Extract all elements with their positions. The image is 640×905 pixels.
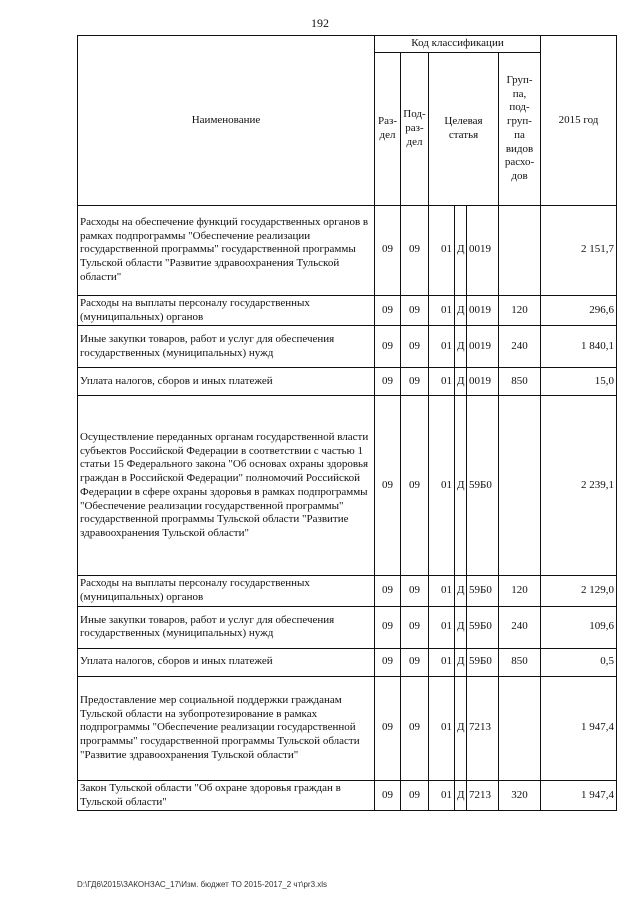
cell-group: 850	[499, 368, 541, 396]
cell-podrazdel: 09	[401, 780, 429, 811]
header-name: Наименование	[78, 36, 375, 206]
cell-target-program: 01	[429, 205, 455, 295]
cell-amount: 2 129,0	[541, 576, 617, 607]
cell-razdel: 09	[375, 780, 401, 811]
table-row	[78, 648, 617, 676]
cell-amount: 2 239,1	[541, 396, 617, 576]
cell-razdel: 09	[375, 648, 401, 676]
cell-target-subprogram: Д	[455, 205, 467, 295]
cell-target-subprogram: Д	[455, 326, 467, 368]
cell-target-direction: 0019	[467, 205, 499, 295]
cell-target-program: 01	[429, 326, 455, 368]
cell-podrazdel: 09	[401, 576, 429, 607]
cell-name: Иные закупки товаров, работ и услуг для обеспечения государственных (муниципальных) нужд	[78, 606, 375, 648]
table-row	[78, 576, 617, 607]
cell-razdel: 09	[375, 205, 401, 295]
cell-name: Уплата налогов, сборов и иных платежей	[78, 648, 375, 676]
cell-podrazdel: 09	[401, 676, 429, 780]
table-row	[78, 396, 617, 576]
page-number: 192	[311, 16, 329, 30]
cell-target-program: 01	[429, 606, 455, 648]
cell-target-subprogram: Д	[455, 576, 467, 607]
cell-target-program: 01	[429, 368, 455, 396]
cell-podrazdel: 09	[401, 295, 429, 326]
cell-podrazdel: 09	[401, 396, 429, 576]
cell-amount: 1 947,4	[541, 676, 617, 780]
header-group: Груп- па, под- груп- па видов расхо- дов	[499, 52, 541, 205]
cell-amount: 2 151,7	[541, 205, 617, 295]
cell-group: 120	[499, 295, 541, 326]
header-code-group: Код классификации	[375, 36, 541, 53]
cell-podrazdel: 09	[401, 326, 429, 368]
cell-name: Иные закупки товаров, работ и услуг для обеспечения государственных (муниципальных) нужд	[78, 326, 375, 368]
cell-target-subprogram: Д	[455, 606, 467, 648]
cell-group	[499, 205, 541, 295]
table-row	[78, 295, 617, 326]
cell-name: Закон Тульской области "Об охране здоровья граждан в Тульской области"	[78, 780, 375, 811]
table-row	[78, 326, 617, 368]
cell-name: Расходы на обеспечение функций государственных органов в рамках подпрограммы "Обеспечение реализации государственной программы" государственной программы Тульской области "Развитие здравоохранения Тульской области"	[78, 205, 375, 295]
cell-target-subprogram: Д	[455, 648, 467, 676]
cell-group: 120	[499, 576, 541, 607]
cell-target-program: 01	[429, 576, 455, 607]
cell-group	[499, 396, 541, 576]
header-podrazdel: Под- раз- дел	[401, 52, 429, 205]
cell-target-direction: 0019	[467, 295, 499, 326]
cell-podrazdel: 09	[401, 606, 429, 648]
cell-target-subprogram: Д	[455, 295, 467, 326]
budget-table	[77, 35, 617, 811]
cell-group: 850	[499, 648, 541, 676]
cell-amount: 1 947,4	[541, 780, 617, 811]
cell-target-program: 01	[429, 295, 455, 326]
cell-target-direction: 59Б0	[467, 576, 499, 607]
cell-target-program: 01	[429, 780, 455, 811]
cell-group: 240	[499, 606, 541, 648]
table-row	[78, 780, 617, 811]
cell-razdel: 09	[375, 326, 401, 368]
cell-target-subprogram: Д	[455, 780, 467, 811]
cell-target-direction: 7213	[467, 676, 499, 780]
cell-podrazdel: 09	[401, 205, 429, 295]
cell-target-subprogram: Д	[455, 676, 467, 780]
header-year: 2015 год	[541, 36, 617, 206]
cell-razdel: 09	[375, 368, 401, 396]
cell-target-direction: 0019	[467, 326, 499, 368]
cell-amount: 296,6	[541, 295, 617, 326]
cell-razdel: 09	[375, 676, 401, 780]
header-razdel: Раз- дел	[375, 52, 401, 205]
cell-target-program: 01	[429, 676, 455, 780]
cell-name: Осуществление переданных органам государственной власти субъектов Российской Федерации в соответствии с частью 1 статьи 15 Федерального закона "Об основах охраны здоровья граждан в Российской Федерации" полномочий Российской Федерации в сфере охраны здоровья в рамках подпрограммы "Обеспечение реализации государственной программы" государственной программы Тульской области "Развитие здравоохранения Тульской области"	[78, 396, 375, 576]
cell-group: 240	[499, 326, 541, 368]
table-header	[78, 36, 617, 206]
table-body	[78, 205, 617, 811]
table-row	[78, 676, 617, 780]
cell-name: Расходы на выплаты персоналу государственных (муниципальных) органов	[78, 576, 375, 607]
cell-podrazdel: 09	[401, 368, 429, 396]
cell-target-direction: 7213	[467, 780, 499, 811]
table-row	[78, 205, 617, 295]
cell-amount: 109,6	[541, 606, 617, 648]
cell-amount: 15,0	[541, 368, 617, 396]
file-path-footer: D:\ГД6\2015\ЗАКОНЗАС_17\Изм. бюджет ТО 2015-2017_2 чт\pr3.xls	[77, 880, 328, 889]
cell-razdel: 09	[375, 396, 401, 576]
table-row	[78, 606, 617, 648]
cell-target-subprogram: Д	[455, 368, 467, 396]
cell-name: Предоставление мер социальной поддержки гражданам Тульской области на зубопротезирование в рамках подпрограммы "Обеспечение реализации государственной программы" государственной программы Тульской области "Развитие здравоохранения Тульской области"	[78, 676, 375, 780]
table-row	[78, 368, 617, 396]
cell-name: Уплата налогов, сборов и иных платежей	[78, 368, 375, 396]
cell-target-subprogram: Д	[455, 396, 467, 576]
cell-podrazdel: 09	[401, 648, 429, 676]
cell-amount: 1 840,1	[541, 326, 617, 368]
cell-target-direction: 59Б0	[467, 396, 499, 576]
cell-target-program: 01	[429, 648, 455, 676]
cell-razdel: 09	[375, 606, 401, 648]
cell-razdel: 09	[375, 295, 401, 326]
cell-target-direction: 0019	[467, 368, 499, 396]
cell-target-direction: 59Б0	[467, 648, 499, 676]
cell-target-direction: 59Б0	[467, 606, 499, 648]
cell-name: Расходы на выплаты персоналу государственных (муниципальных) органов	[78, 295, 375, 326]
cell-group: 320	[499, 780, 541, 811]
cell-amount: 0,5	[541, 648, 617, 676]
cell-target-program: 01	[429, 396, 455, 576]
cell-razdel: 09	[375, 576, 401, 607]
cell-group	[499, 676, 541, 780]
header-target: Целевая статья	[429, 52, 499, 205]
